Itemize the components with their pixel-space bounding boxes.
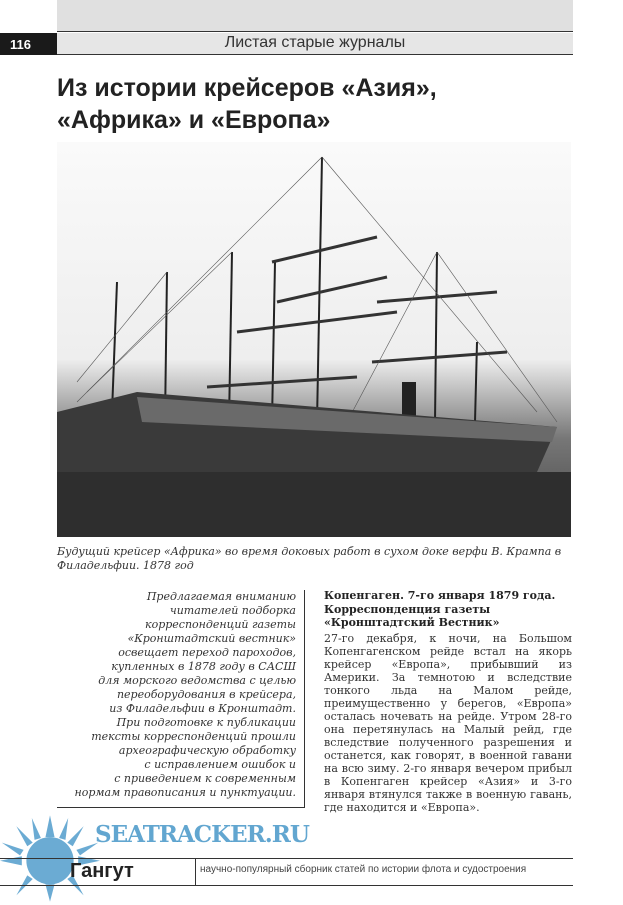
page-number: 116 [0, 33, 57, 55]
title-line-1: Из истории крейсеров «Азия», [57, 74, 437, 102]
intro-box [57, 590, 305, 808]
article-title [57, 72, 577, 136]
ship-photo [57, 142, 571, 537]
footer-divider [195, 858, 196, 885]
section-title: Листая старые журналы [57, 33, 573, 55]
dispatch-heading: Копенгаген. 7-го января 1879 года. Корреспонденция газеты «Кронштадтский Вестник» [324, 589, 556, 629]
footer-brand: Гангут [70, 860, 134, 882]
footer-rule-top [0, 858, 573, 859]
intro-text: Предлагаемая вниманию читателей подборка корреспонденций газеты «Кронштадтский вестник» освещает переход пароходов, купленных в 1878 году в САСШ для морского ведомства с целью переоборудования в крейсера, из Филадельфии в Кронштадт. При подготовке к публикации тексты корреспонденций прошли археографическую обработку с исправлением ошибок и с приведением к современным нормам правописания и пунктуации. [74, 590, 296, 799]
title-line-2: «Африка» и «Европа» [57, 106, 331, 134]
ship-illustration [57, 142, 571, 537]
watermark: SEATRACKER.RU [95, 821, 309, 848]
photo-caption: Будущий крейсер «Африка» во время доковых работ в сухом доке верфи В. Крампа в Филадельфии. 1878 год [57, 545, 562, 572]
header-band [57, 0, 573, 32]
footer-rule-bottom [0, 885, 573, 886]
footer-tagline: научно-популярный сборник статей по истории флота и судостроения [200, 864, 527, 875]
dispatch-body: 27-го декабря, к ночи, на Большом Копенгагенском рейде встал на якорь крейсер «Европа», прибывший из Америки. За темнотою и вследствие тонкого льда на Малом рейде, преимущественно у берегов, «Европа» осталась ночевать на рейде. Утром 28-го она перетянулась на Малый рейд, где вследствие полученного разрешения и останется, как говорят, в военной гавани на всю зиму. 2-го января вечером прибыл в Копенгаген крейсер «Азия» и 3-го января втянулся также в военную гавань, где находится и «Европа». [324, 631, 572, 814]
article-column [324, 589, 572, 814]
